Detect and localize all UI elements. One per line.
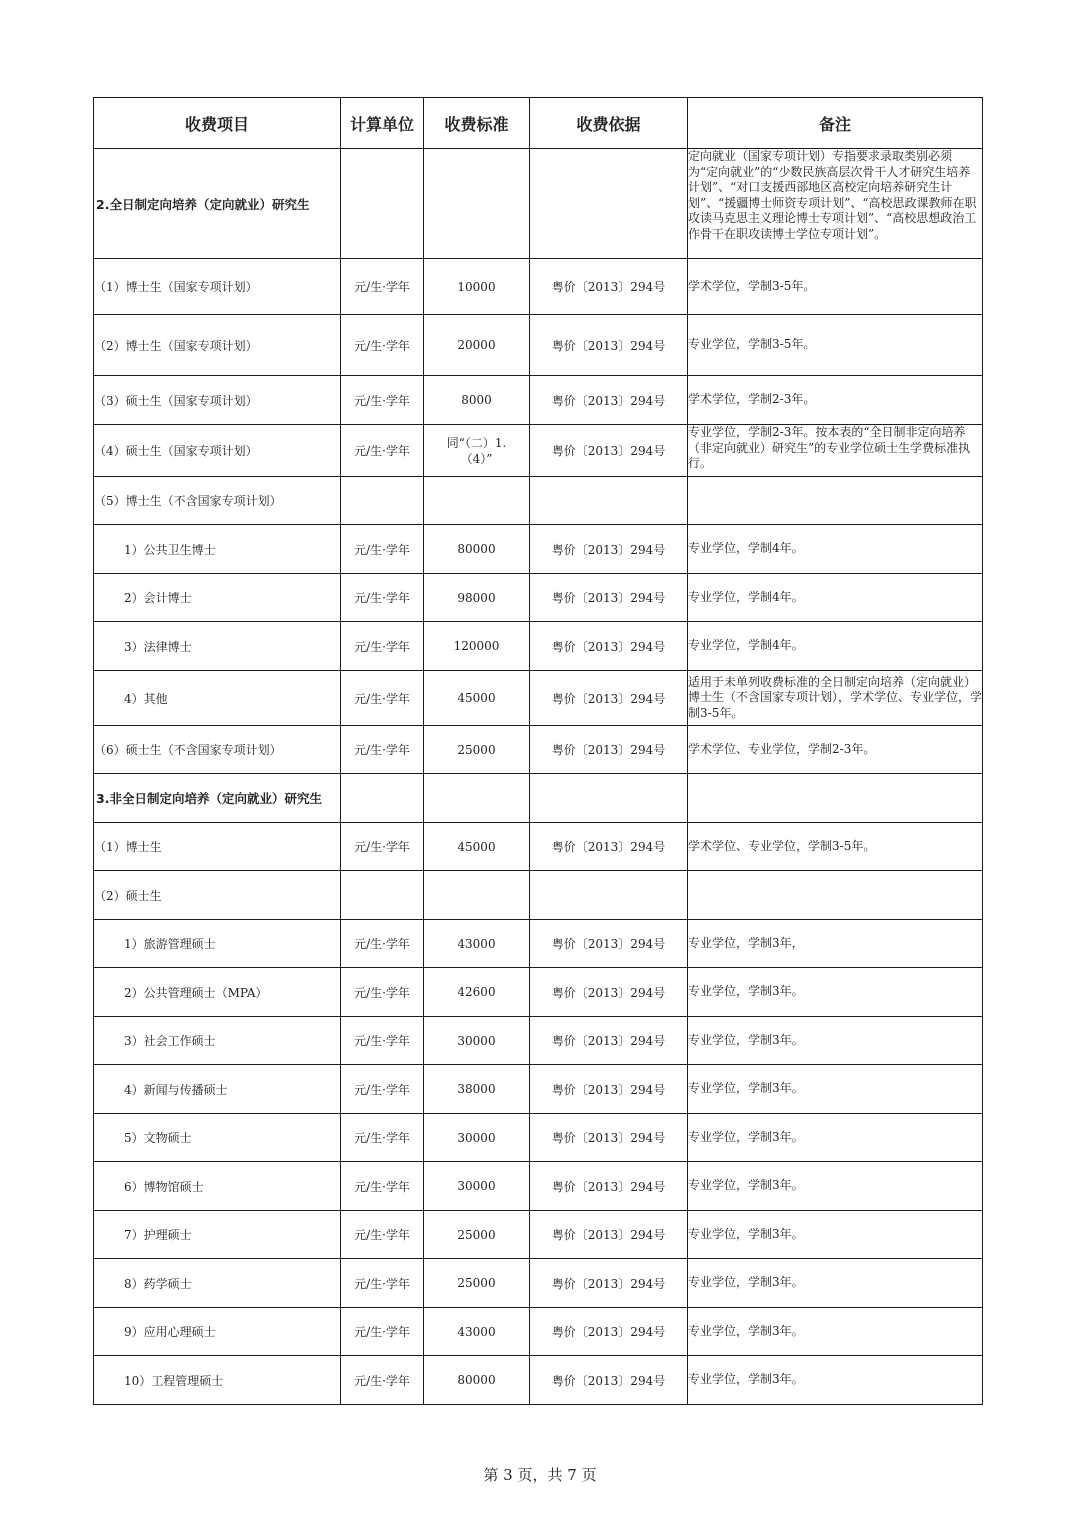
row-basis: 粤价〔2013〕294号 (530, 525, 688, 574)
row-item: （2）博士生（国家专项计划） (94, 315, 341, 376)
row-unit: 元/生·学年 (341, 671, 424, 726)
row-basis (530, 477, 688, 525)
table-row (94, 823, 983, 871)
row-basis: 粤价〔2013〕294号 (530, 1259, 688, 1308)
row-basis: 粤价〔2013〕294号 (530, 726, 688, 774)
table-row (94, 1356, 983, 1405)
row-basis: 粤价〔2013〕294号 (530, 622, 688, 671)
row-standard: 80000 (424, 1356, 530, 1405)
row-item: 8）药学硕士 (94, 1259, 341, 1308)
table-row (94, 1308, 983, 1356)
table-row (94, 871, 983, 920)
row-item: 10）工程管理硕士 (94, 1356, 341, 1405)
row-note: 学术学位，学制3-5年。 (688, 259, 983, 315)
header-basis: 收费依据 (530, 98, 688, 149)
table-row (94, 574, 983, 622)
row-note: 专业学位，学制3年。 (688, 1308, 983, 1356)
row-note: 专业学位，学制3年。 (688, 1259, 983, 1308)
row-item: （2）硕士生 (94, 871, 341, 920)
table-row (94, 1114, 983, 1162)
row-basis: 粤价〔2013〕294号 (530, 968, 688, 1017)
row-standard: 120000 (424, 622, 530, 671)
row-standard: 98000 (424, 574, 530, 622)
row-unit: 元/生·学年 (341, 315, 424, 376)
row-note (688, 774, 983, 823)
row-note: 专业学位，学制4年。 (688, 525, 983, 574)
table-row (94, 920, 983, 968)
row-standard: 30000 (424, 1114, 530, 1162)
row-unit: 元/生·学年 (341, 920, 424, 968)
row-basis (530, 774, 688, 823)
row-standard: 25000 (424, 1259, 530, 1308)
row-standard (424, 774, 530, 823)
row-standard: 20000 (424, 315, 530, 376)
row-note: 专业学位，学制3-5年。 (688, 315, 983, 376)
header-standard: 收费标准 (424, 98, 530, 149)
fee-table (93, 97, 983, 1405)
row-standard (424, 477, 530, 525)
row-standard: 25000 (424, 1211, 530, 1259)
row-item: 4）其他 (94, 671, 341, 726)
row-unit: 元/生·学年 (341, 1162, 424, 1211)
row-standard: 45000 (424, 671, 530, 726)
row-item: 3）社会工作硕士 (94, 1017, 341, 1065)
header-unit: 计算单位 (341, 98, 424, 149)
row-basis: 粤价〔2013〕294号 (530, 920, 688, 968)
table-row (94, 1162, 983, 1211)
row-basis: 粤价〔2013〕294号 (530, 376, 688, 425)
row-note: 专业学位，学制4年。 (688, 574, 983, 622)
row-unit: 元/生·学年 (341, 1308, 424, 1356)
row-standard: 42600 (424, 968, 530, 1017)
row-standard: 43000 (424, 1308, 530, 1356)
row-note: 学术学位、专业学位，学制2-3年。 (688, 726, 983, 774)
row-note: 适用于未单列收费标准的全日制定向培养（定向就业）博士生（不含国家专项计划），学术学位、专业学位，学制3-5年。 (688, 671, 983, 726)
row-item: （3）硕士生（国家专项计划） (94, 376, 341, 425)
header-note: 备注 (688, 98, 983, 149)
row-unit (341, 477, 424, 525)
page-number: 第 3 页，共 7 页 (483, 1466, 597, 1484)
row-item: 2.全日制定向培养（定向就业）研究生 (94, 149, 341, 259)
row-unit: 元/生·学年 (341, 574, 424, 622)
row-note: 专业学位，学制3年。 (688, 968, 983, 1017)
row-note: 定向就业（国家专项计划）专指要求录取类别必须为“定向就业”的“少数民族高层次骨干人才研究生培养计划”、“对口支援西部地区高校定向培养研究生计划”、“援疆博士师资专项计划”、“高校思政课教师在职攻读马克思主义理论博士专项计划”、“高校思想政治工作骨干在职攻读博士学位专项计划”。 (688, 149, 983, 259)
row-standard: 同“（二）1.（4）” (424, 425, 530, 477)
table-row (94, 1259, 983, 1308)
table-row (94, 425, 983, 477)
table-row (94, 376, 983, 425)
row-standard: 8000 (424, 376, 530, 425)
row-item: 2）公共管理硕士（MPA） (94, 968, 341, 1017)
row-unit: 元/生·学年 (341, 376, 424, 425)
row-item: 6）博物馆硕士 (94, 1162, 341, 1211)
row-standard: 45000 (424, 823, 530, 871)
table-row (94, 726, 983, 774)
row-note: 专业学位，学制3年。 (688, 1211, 983, 1259)
header-row (94, 98, 983, 149)
row-item: 4）新闻与传播硕士 (94, 1065, 341, 1114)
row-basis (530, 149, 688, 259)
row-basis (530, 871, 688, 920)
table-row (94, 477, 983, 525)
table-row (94, 1017, 983, 1065)
row-item: 2）会计博士 (94, 574, 341, 622)
row-note: 专业学位，学制3年。 (688, 1114, 983, 1162)
row-unit: 元/生·学年 (341, 525, 424, 574)
row-unit: 元/生·学年 (341, 726, 424, 774)
row-unit (341, 774, 424, 823)
row-item: （5）博士生（不含国家专项计划） (94, 477, 341, 525)
row-standard: 43000 (424, 920, 530, 968)
row-unit: 元/生·学年 (341, 823, 424, 871)
row-standard: 38000 (424, 1065, 530, 1114)
row-basis: 粤价〔2013〕294号 (530, 1211, 688, 1259)
row-standard (424, 149, 530, 259)
row-item: 5）文物硕士 (94, 1114, 341, 1162)
row-note (688, 871, 983, 920)
table-row (94, 259, 983, 315)
row-basis: 粤价〔2013〕294号 (530, 1114, 688, 1162)
row-item: （6）硕士生（不含国家专项计划） (94, 726, 341, 774)
row-unit (341, 871, 424, 920)
row-basis: 粤价〔2013〕294号 (530, 425, 688, 477)
row-unit: 元/生·学年 (341, 622, 424, 671)
row-standard (424, 871, 530, 920)
row-item: 9）应用心理硕士 (94, 1308, 341, 1356)
row-note: 专业学位，学制3年。 (688, 1162, 983, 1211)
row-standard: 30000 (424, 1162, 530, 1211)
row-standard: 10000 (424, 259, 530, 315)
row-note (688, 477, 983, 525)
row-item: （1）博士生 (94, 823, 341, 871)
row-basis: 粤价〔2013〕294号 (530, 671, 688, 726)
table-row (94, 671, 983, 726)
row-note: 专业学位，学制3年。 (688, 1065, 983, 1114)
row-unit (341, 149, 424, 259)
row-unit: 元/生·学年 (341, 1356, 424, 1405)
row-basis: 粤价〔2013〕294号 (530, 823, 688, 871)
table-row (94, 315, 983, 376)
row-note: 专业学位，学制4年。 (688, 622, 983, 671)
row-item: 3）法律博士 (94, 622, 341, 671)
row-note: 专业学位，学制3年。 (688, 1017, 983, 1065)
row-item: （1）博士生（国家专项计划） (94, 259, 341, 315)
row-unit: 元/生·学年 (341, 259, 424, 315)
row-unit: 元/生·学年 (341, 1065, 424, 1114)
table-row (94, 622, 983, 671)
row-note: 专业学位，学制3年。 (688, 1356, 983, 1405)
table-row (94, 1065, 983, 1114)
table-row (94, 774, 983, 823)
row-basis: 粤价〔2013〕294号 (530, 1017, 688, 1065)
row-standard: 30000 (424, 1017, 530, 1065)
row-unit: 元/生·学年 (341, 1259, 424, 1308)
row-basis: 粤价〔2013〕294号 (530, 259, 688, 315)
row-item: 3.非全日制定向培养（定向就业）研究生 (94, 774, 341, 823)
row-basis: 粤价〔2013〕294号 (530, 1308, 688, 1356)
row-standard: 80000 (424, 525, 530, 574)
row-unit: 元/生·学年 (341, 968, 424, 1017)
row-note: 学术学位，学制2-3年。 (688, 376, 983, 425)
table-row (94, 149, 983, 259)
table-row (94, 525, 983, 574)
row-note: 学术学位、专业学位，学制3-5年。 (688, 823, 983, 871)
row-item: 1）旅游管理硕士 (94, 920, 341, 968)
row-item: （4）硕士生（国家专项计划） (94, 425, 341, 477)
row-note: 专业学位，学制2-3年。按本表的“全日制非定向培养（非定向就业）研究生”的专业学位硕士生学费标准执行。 (688, 425, 983, 477)
row-basis: 粤价〔2013〕294号 (530, 315, 688, 376)
row-basis: 粤价〔2013〕294号 (530, 1162, 688, 1211)
row-basis: 粤价〔2013〕294号 (530, 1065, 688, 1114)
table-row (94, 1211, 983, 1259)
row-unit: 元/生·学年 (341, 1017, 424, 1065)
table-row (94, 968, 983, 1017)
row-basis: 粤价〔2013〕294号 (530, 574, 688, 622)
header-item: 收费项目 (94, 98, 341, 149)
row-unit: 元/生·学年 (341, 425, 424, 477)
row-standard: 25000 (424, 726, 530, 774)
row-unit: 元/生·学年 (341, 1211, 424, 1259)
row-basis: 粤价〔2013〕294号 (530, 1356, 688, 1405)
row-item: 1）公共卫生博士 (94, 525, 341, 574)
row-note: 专业学位，学制3年， (688, 920, 983, 968)
row-unit: 元/生·学年 (341, 1114, 424, 1162)
row-item: 7）护理硕士 (94, 1211, 341, 1259)
